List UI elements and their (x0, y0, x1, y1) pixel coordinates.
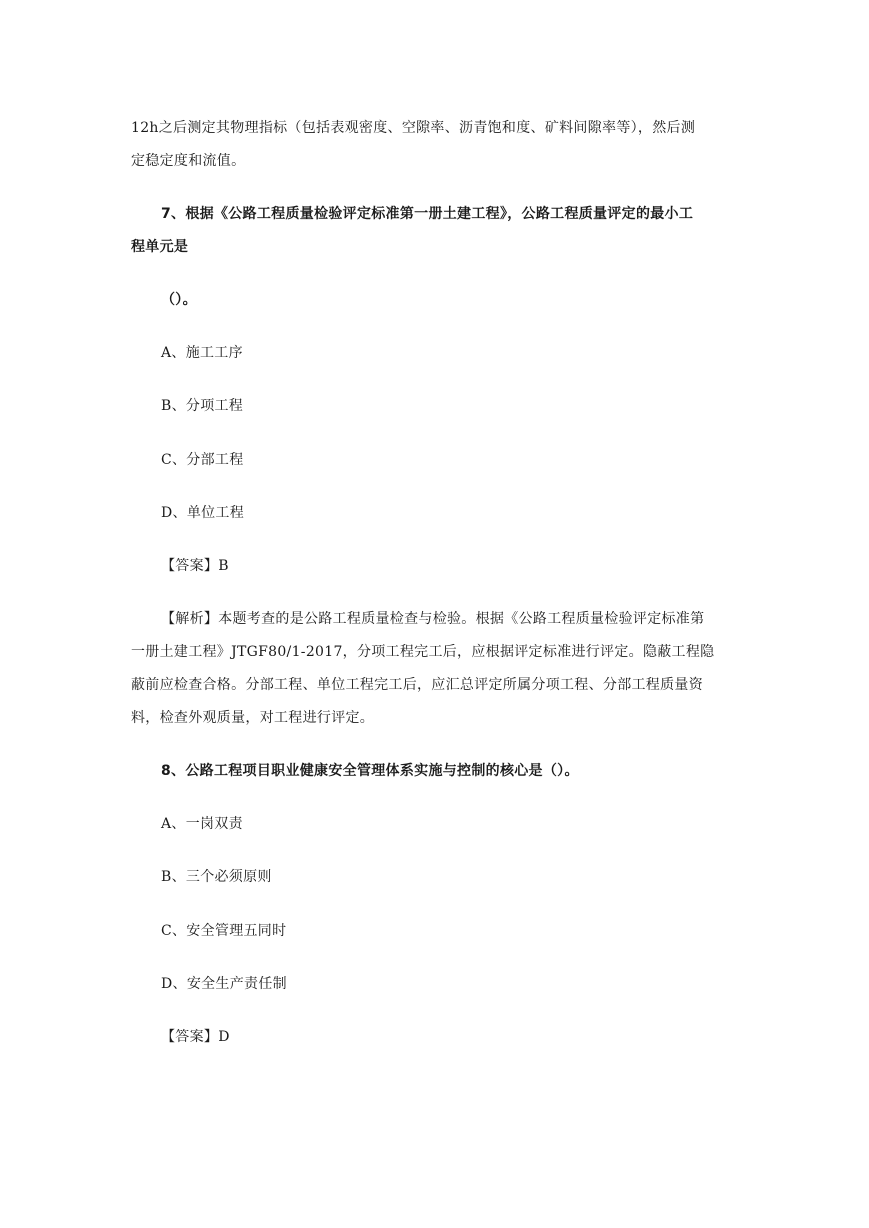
intro-text-line-1: 12h之后测定其物理指标（包括表观密度、空隙率、沥青饱和度、矿料间隙率等），然后测 (131, 120, 696, 136)
question-7-analysis-line-4: 料，检查外观质量，对工程进行评定。 (131, 710, 375, 726)
question-7-title-line-1: 7、根据《公路工程质量检验评定标准第一册土建工程》，公路工程质量评定的最小工 (161, 206, 694, 222)
question-7-option-d: D、单位工程 (161, 505, 245, 521)
question-8-title: 8、公路工程项目职业健康安全管理体系实施与控制的核心是（）。 (161, 763, 579, 779)
question-7-analysis-line-1: 【解析】本题考查的是公路工程质量检查与检验。根据《公路工程质量检验评定标准第 (161, 611, 705, 627)
question-7-option-b: B、分项工程 (161, 398, 244, 414)
question-7-answer: 【答案】B (161, 558, 229, 574)
question-7-option-a: A、施工工序 (161, 345, 243, 361)
question-7-title-line-2: 程单元是 (131, 239, 189, 255)
question-7-blank: （）。 (161, 292, 197, 308)
question-8-option-d: D、安全生产责任制 (161, 976, 287, 992)
intro-text-line-2: 定稳定度和流值。 (131, 153, 246, 169)
question-8-answer: 【答案】D (161, 1029, 230, 1045)
question-8-option-a: A、一岗双责 (161, 816, 243, 832)
question-7-option-c: C、分部工程 (161, 452, 244, 468)
question-7-analysis-line-3: 蔽前应检查合格。分部工程、单位工程完工后，应汇总评定所属分项工程、分部工程质量资 (131, 677, 703, 693)
question-7-analysis-line-2: 一册土建工程》JTGF80/1-2017，分项工程完工后，应根据评定标准进行评定。隐蔽工程隐 (131, 644, 715, 660)
question-8-option-b: B、三个必须原则 (161, 869, 272, 885)
question-8-option-c: C、安全管理五同时 (161, 923, 287, 939)
